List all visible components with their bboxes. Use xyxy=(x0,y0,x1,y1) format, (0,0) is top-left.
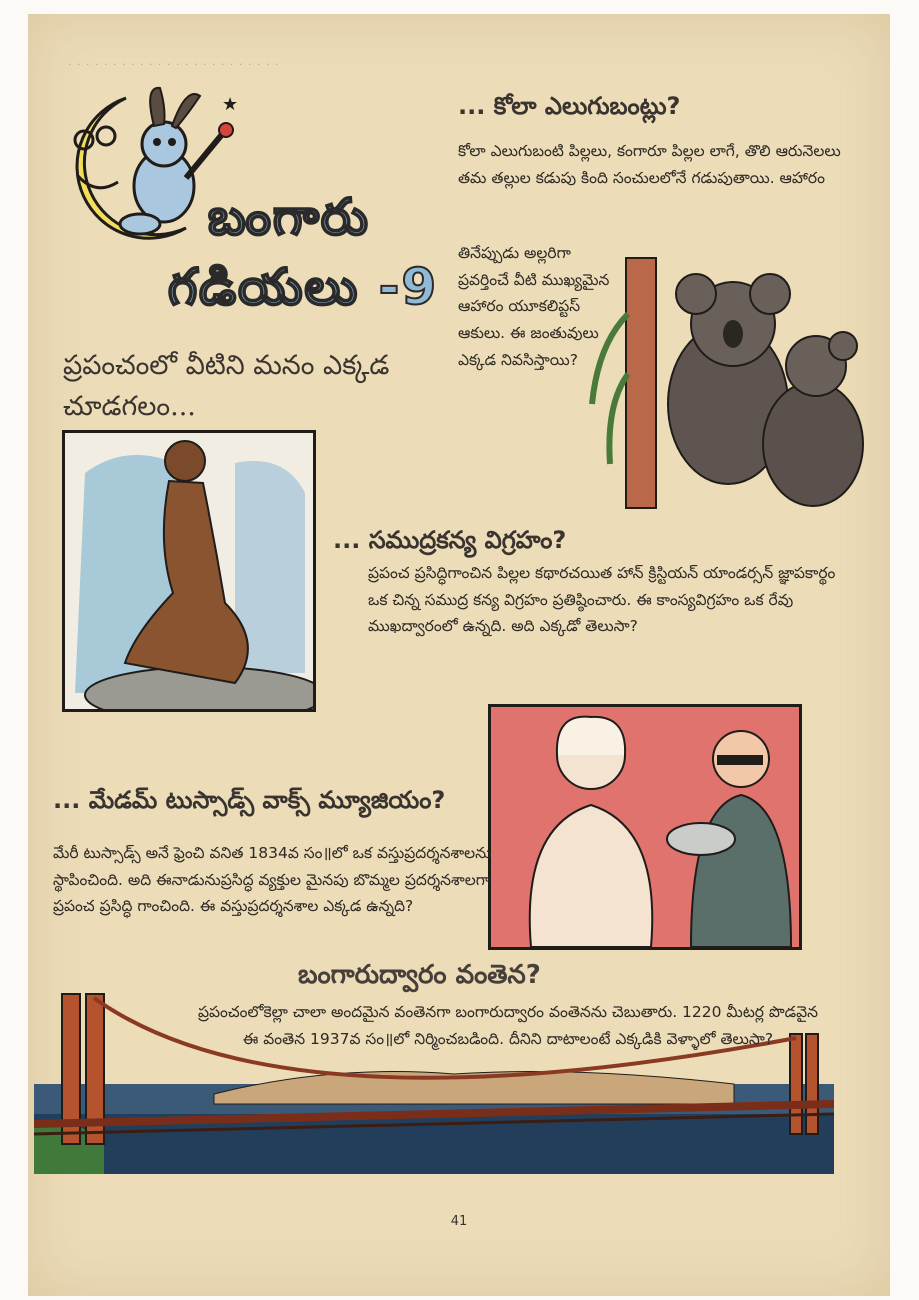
bridge-text: ప్రపంచంలోకెల్లా చాలా అందమైన వంతెనగా బంగారుద్వారం వంతెనను చెబుతారు. 1220 మీటర్ల పొడవైన ఈ వంతెన 1937వ సం॥లో నిర్మించబడింది. దీనిని దాటాలంటే ఎక్కడికి వెళ్ళాలో తెలుసా? xyxy=(197,1003,819,1048)
series-title-line2: గడియలు -9 xyxy=(168,258,439,316)
mermaid-text: ప్రపంచ ప్రసిద్ధిగాంచిన పిల్లల కథారచయిత హాన్ క్రిస్టియన్ యాండర్సన్ జ్ఞాపకార్థం ఒక చిన్న సముద్ర కన్య విగ్రహం ప్రతిష్ఠించారు. ఈ కాంస్యవిగ్రహం ఒక రేవు ముఖద్వారంలో ఉన్నది. అది ఎక్కడో తెలుసా? xyxy=(368,564,836,636)
series-title-line1: బంగారు xyxy=(208,188,370,246)
koala-heading: ... కోలా ఎలుగుబంట్లు? xyxy=(458,92,681,120)
koala-illustration xyxy=(588,254,878,524)
svg-text:★: ★ xyxy=(222,94,239,115)
wax-museum-illustration xyxy=(488,704,802,950)
faded-header-text: · · · · · · · · · · · · · · · · · · · · · · · · xyxy=(68,58,280,71)
magazine-page xyxy=(28,14,890,1296)
mermaid-illustration xyxy=(62,430,316,712)
koala-text-narrow: తినేప్పుడు అల్లరిగా ప్రవర్తించే వీటి ముఖ్యమైన ఆహారం యూకలిప్టస్ ఆకులు. ఈ జంతువులు ఎక్కడ నివసిస్తాయి? xyxy=(458,244,610,369)
tussaud-heading: ... మేడమ్ టుస్సాడ్స్ వాక్స్ మ్యూజియం? xyxy=(53,786,446,814)
koala-text-top: కోలా ఎలుగుబంటి పిల్లలు, కంగారూ పిల్లల లాగే, తొలి ఆరునెలలు తమ తల్లుల కడుపు కింది సంచులలోనే గడుపుతాయి. ఆహారం xyxy=(458,142,841,187)
mermaid-heading: ... సముద్రకన్య విగ్రహం? xyxy=(333,526,567,554)
page-number: 41 xyxy=(450,1214,468,1229)
tussaud-text: మేరీ టుస్సాడ్స్ అనే ఫ్రెంచి వనిత 1834వ సం॥లో ఒక వస్తుప్రదర్శనశాలను స్థాపించింది. అది ఈనాడునుప్రసిద్ధ వ్యక్తుల మైనపు బొమ్మల ప్రదర్శనశాలగా ప్రపంచ ప్రసిద్ధి గాంచింది. ఈ వస్తుప్రదర్శనశాల ఎక్కడ ఉన్నది? xyxy=(53,844,492,916)
bridge-heading: బంగారుద్వారం వంతెన? xyxy=(298,960,541,990)
series-subtitle: ప్రపంచంలో వీటిని మనం ఎక్కడ చూడగలం... xyxy=(63,350,390,422)
rabbit-icon xyxy=(120,88,200,234)
